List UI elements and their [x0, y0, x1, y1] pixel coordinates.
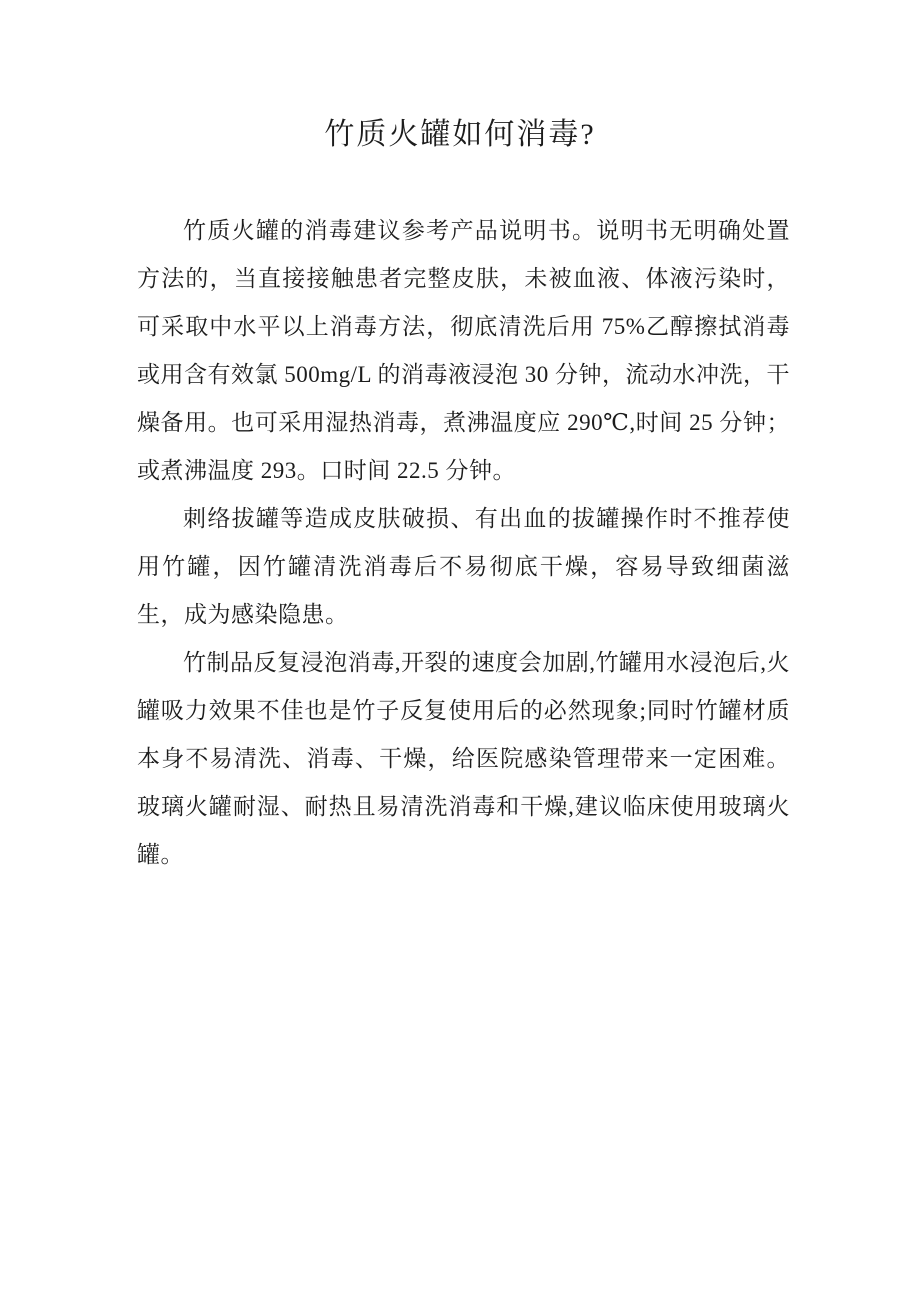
paragraph-bloodletting-warning: 刺络拔罐等造成皮肤破损、有出血的拔罐操作时不推荐使用竹罐，因竹罐清洗消毒后不易彻底干燥，容易导致细菌滋生，成为感染隐患。	[137, 506, 790, 627]
document-body	[0, 207, 920, 879]
paragraph-disinfection-advice: 竹质火罐的消毒建议参考产品说明书。说明书无明确处置方法的，当直接接触患者完整皮肤，未被血液、体液污染时，可采取中水平以上消毒方法，彻底清洗后用 75%乙醇擦拭消毒或用含有效氯 500mg/L 的消毒液浸泡 30 分钟，流动水冲洗，干燥备用。也可采用湿热消毒，煮沸温度应 290℃,时间 25 分钟；或煮沸温度 293。口时间 22.5 分钟。	[137, 218, 790, 483]
paragraph-bamboo-vs-glass: 竹制品反复浸泡消毒,开裂的速度会加剧,竹罐用水浸泡后,火罐吸力效果不佳也是竹子反复使用后的必然现象;同时竹罐材质本身不易清洗、消毒、干燥，给医院感染管理带来一定困难。玻璃火罐耐湿、耐热且易清洗消毒和干燥,建议临床使用玻璃火罐。	[137, 650, 790, 867]
document-title: 竹质火罐如何消毒?	[324, 118, 596, 151]
